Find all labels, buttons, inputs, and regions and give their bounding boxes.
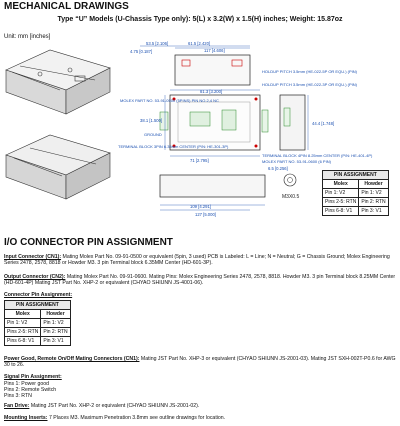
dim-label-top-5: 61.5 [2.420] xyxy=(188,41,211,46)
page-title: MECHANICAL DRAWINGS xyxy=(4,1,129,12)
chassis-iso-view-top xyxy=(6,50,110,114)
table-row xyxy=(5,319,71,328)
output-connector-paragraph xyxy=(4,274,396,287)
dim-label-bottom-2: 109 [4.291] xyxy=(190,204,211,209)
table-cell: Pin 1: V2 xyxy=(323,189,359,198)
table-row xyxy=(323,207,389,216)
output-connector-text: Mating Molex Part No. 09-91-0600. Mating Pins: Molex Engineering Series 2478, 2578, 8818. Howder M3. 3 pin Terminal block 8.25MM Center (HD-601-4P) Mating JST Part No. XHP-2 or equivalent (CHYAO SHIUNN JS-4001-06). xyxy=(4,274,396,287)
table-cell: Pin 3: V1 xyxy=(41,337,70,346)
pin-table-title: PIN ASSIGNMENT xyxy=(5,301,71,310)
pin-table-title: PIN ASSIGNMENT xyxy=(323,171,389,180)
dim-label-left-height: 38.1 [1.500] xyxy=(140,118,163,123)
power-good-text: Mating JST Part No. XHP-3 or equivalent (CHYAO SHIUNN JS-2001-03). Mating JST SXH-002T-P0.6 for AWG 30 to 26. xyxy=(4,356,396,369)
col-header-howder: Howder xyxy=(359,180,388,189)
table-cell: Pin 1: V2 xyxy=(359,189,388,198)
input-connector-text: Mating Molex Part No. 09-91-0500 or equivalent (5pin, 3 used) PCB is Labeled: L = Line; N = Neutral; G = Chassis Ground; Molex Engineering Series 2478, 2578, 8818 or Howder M3. 3 pin Terminal block 6.35MM Center (HD-601-3P). xyxy=(4,254,390,267)
fan-drive-paragraph xyxy=(4,403,396,409)
callout-cn2: MOLEX PART NO. 53-91-0600 (6 PIN) xyxy=(262,159,331,164)
fan-drive-label: Fan Drive: xyxy=(4,403,30,409)
power-good-paragraph xyxy=(4,356,396,369)
dim-label-top-1: 4.75 [0.187] xyxy=(130,49,153,54)
pin-assignment-table-top xyxy=(322,170,389,216)
callout-housing-2: HOLDUP PITCH 3.5mm (HE-022-3P OR EQU.) (PIN) xyxy=(262,82,357,87)
connector-pin-assignment-heading: Connector Pin Assignment: xyxy=(4,292,73,298)
table-row xyxy=(5,337,71,346)
callout-molex: MOLEX PART NO. 53-91-0500 (5PINS) PIN NO.2,4 NC xyxy=(120,98,219,103)
fan-drive-text: Mating JST Part No. XHP-2 or equivalent (CHYAO SHIUNN JS-2001-02). xyxy=(29,403,200,409)
dim-label-top-4: 53.5 [2.106] xyxy=(146,41,169,46)
table-row xyxy=(5,328,71,337)
mounting-inserts-paragraph xyxy=(4,415,396,421)
output-connector-label: Output Connector (CN2): xyxy=(4,274,66,280)
pin-assignment-table-bottom xyxy=(4,300,71,346)
dim-label-bottom-3: 127 [5.000] xyxy=(195,212,216,217)
table-cell: Pin 3: V1 xyxy=(359,207,388,216)
chassis-iso-view-bottom xyxy=(6,135,110,199)
dim-label-top-6: 117 [4.606] xyxy=(204,48,225,53)
input-connector-paragraph xyxy=(4,254,396,267)
table-cell: Pin 1: V2 xyxy=(5,319,41,328)
power-good-label: Power Good, Remote On/Off Mating Connectors (CN1): xyxy=(4,356,140,362)
unit-note: Unit: mm [inches] xyxy=(4,34,51,40)
table-cell: Pin 1: V2 xyxy=(41,319,70,328)
side-view-drawing xyxy=(280,95,308,150)
table-cell: Pin 2: RTN xyxy=(359,198,388,207)
list-item: Pins 3: RTN xyxy=(4,393,32,400)
col-header-howder: Howder xyxy=(41,310,70,319)
table-row xyxy=(323,189,389,198)
model-subtitle: Type “U” Models (U-Chassis Type only): 5(L) x 3.2(W) x 1.5(H) inches; Weight: 15.87oz xyxy=(57,16,343,23)
list-item: Pins 1: Power good xyxy=(4,381,49,387)
col-header-molex: Molex xyxy=(5,310,41,319)
mounting-inserts-label: Mounting Inserts: xyxy=(4,415,48,421)
callout-terminal: TERMINAL BLOCK 3PIN 6.35mm CENTER (P/N: HE-301-3P) xyxy=(118,144,229,149)
table-cell: Pins 6-8: V1 xyxy=(5,337,41,346)
input-connector-label: Input Connector (CN1): xyxy=(4,254,62,260)
mounting-inserts-text: 7 Places M3. Maximum Penetration 3.8mm see outline drawings for location. xyxy=(47,415,226,421)
front-view-drawing xyxy=(160,174,296,210)
dim-label-side-1: 6.5 [0.256] xyxy=(268,166,288,171)
list-item: Pins 2: Remote Switch xyxy=(4,387,57,394)
dim-label-side-2: 44.4 [1.748] xyxy=(312,121,335,126)
signal-pin-heading: Signal Pin Assignment: xyxy=(4,374,62,380)
table-row xyxy=(323,198,389,207)
table-cell: Pins 2-5: RTN xyxy=(323,198,359,207)
table-cell: Pins 2-5: RTN xyxy=(5,328,41,337)
signal-pin-list xyxy=(4,381,56,400)
callout-terminal-2: TERMINAL BLOCK 4PIN 8.25mm CENTER (P/N: HE-401-4P) xyxy=(262,153,373,158)
table-cell: Pins 6-8: V1 xyxy=(323,207,359,216)
dim-label-right-overall: 81.3 [3.200] xyxy=(200,89,223,94)
dim-label-bottom-1: 71 [2.795] xyxy=(190,158,209,163)
callout-housing-1: HOLDUP PITCH 3.5mm (HE-022-5P OR EQU.) (PIN) xyxy=(262,69,357,74)
top-view-drawing xyxy=(140,46,250,85)
callout-ground: GROUND xyxy=(144,132,162,137)
io-section-title: I/O CONNECTOR PIN ASSIGNMENT xyxy=(4,237,173,248)
table-cell: Pin 2: RTN xyxy=(41,328,70,337)
callout-screw: M3X0.5 xyxy=(282,194,300,200)
col-header-molex: Molex xyxy=(323,180,359,189)
